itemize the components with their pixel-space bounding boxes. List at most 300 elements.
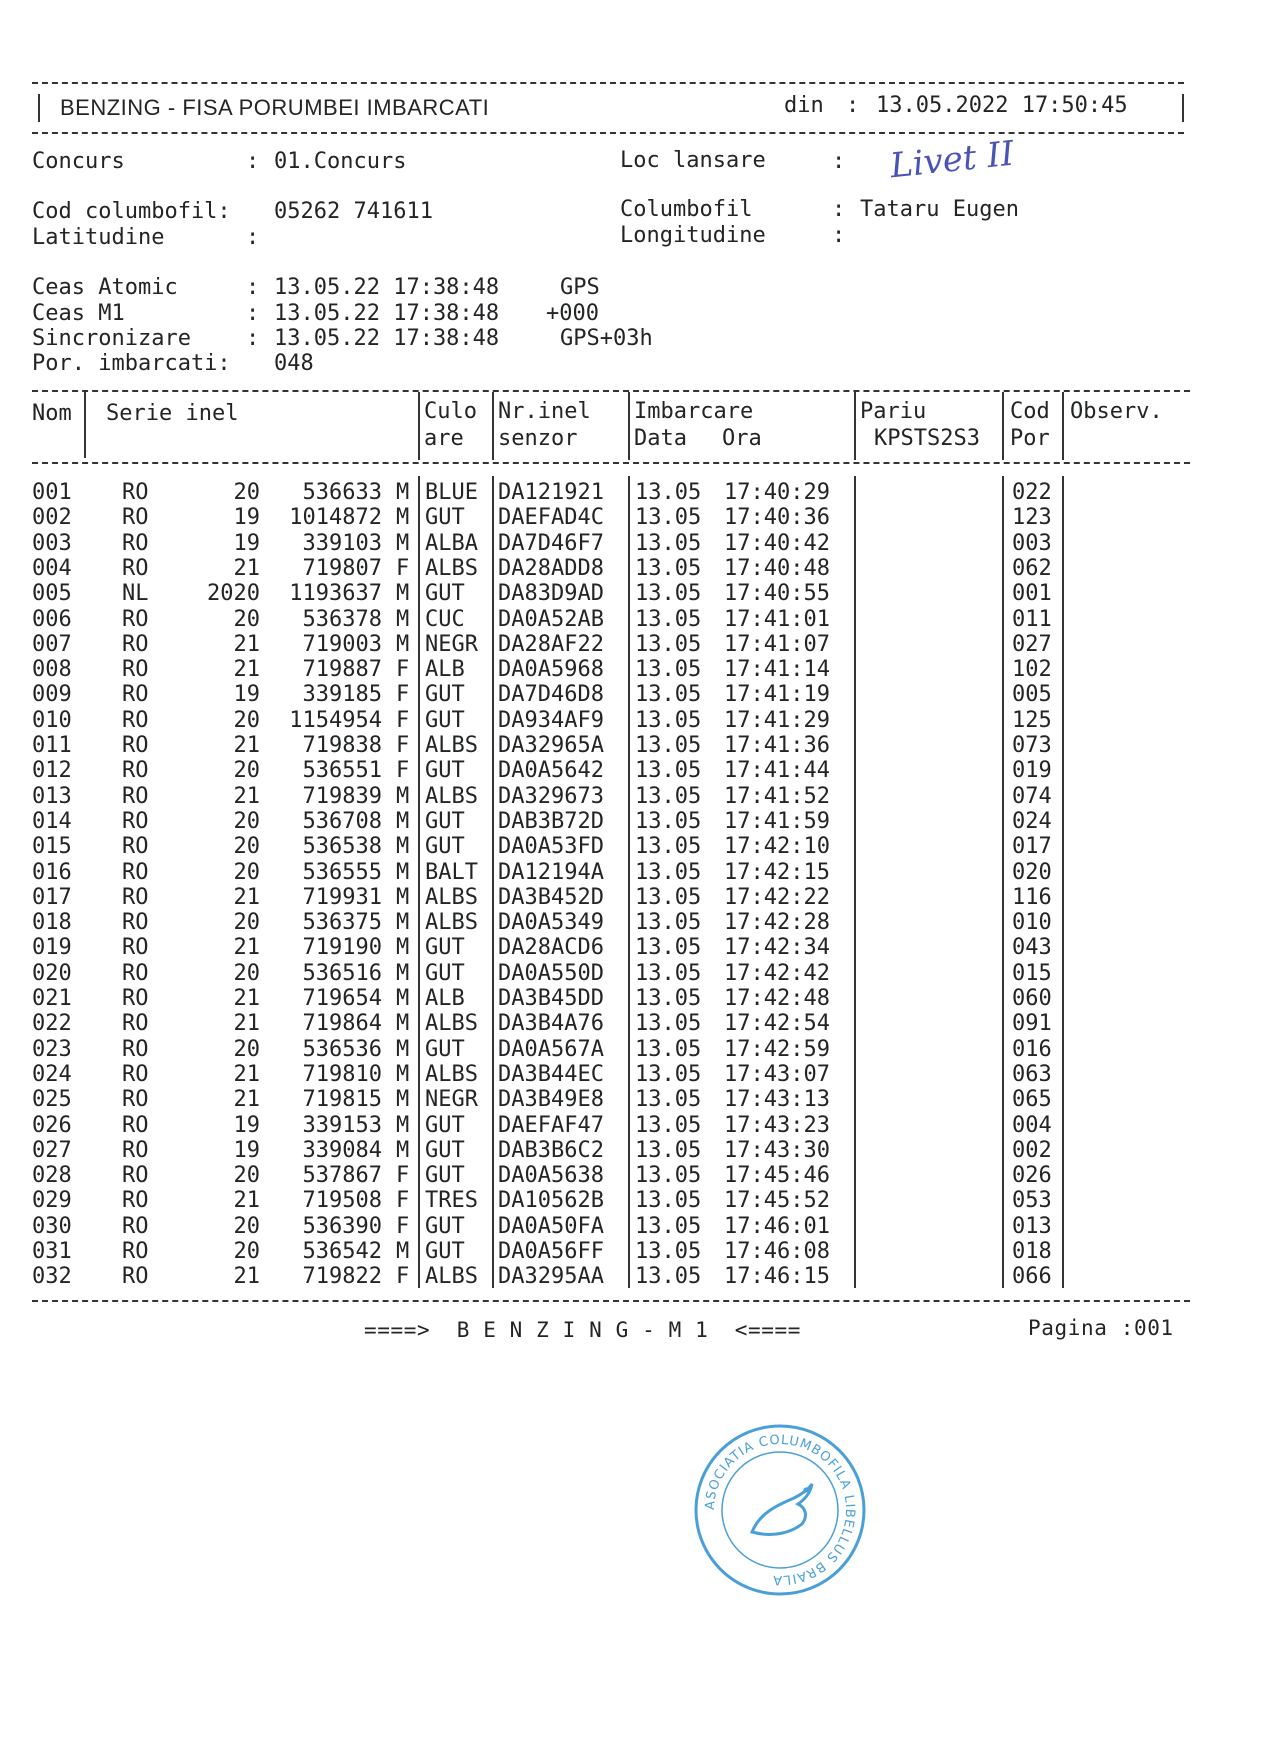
stamp-pigeon-eye	[804, 1488, 809, 1493]
cell-pigeon-code: 019	[1012, 758, 1052, 784]
cell-row-number: 032	[32, 1264, 72, 1290]
cell-country-code: RO	[122, 1264, 149, 1290]
cell-row-number: 005	[32, 581, 72, 607]
cell-boarding-date: 13.05	[635, 935, 702, 961]
header-senzor-line1: Nr.inel	[498, 399, 591, 424]
cell-color: ALBS	[425, 1011, 478, 1037]
concurs-label: Concurs	[32, 149, 125, 174]
cell-row-number: 027	[32, 1137, 72, 1163]
cell-sensor-ring: DA3B4A76	[498, 1011, 604, 1037]
col-sep-senzor-header	[492, 392, 494, 460]
cell-sensor-ring: DA83D9AD	[498, 581, 604, 607]
cell-ring-year: 20	[233, 1239, 260, 1264]
header-cod-line1: Cod	[1010, 399, 1050, 424]
cell-sex: M	[396, 1112, 410, 1138]
cell-pigeon-code: 004	[1012, 1112, 1052, 1138]
cod-columbofil-value: 05262 741611	[274, 199, 433, 224]
cell-row-number: 006	[32, 606, 72, 632]
longitudine-label: Longitudine	[620, 223, 766, 248]
cell-sensor-ring: DA121921	[498, 480, 604, 505]
footer-page-number: Pagina :001	[1028, 1316, 1174, 1340]
cell-ring-year: 20	[233, 960, 260, 986]
cell-ring-year: 20	[233, 606, 260, 632]
cell-boarding-date: 13.05	[635, 530, 702, 556]
cell-ring-number: 536633	[302, 480, 382, 505]
cell-country-code: RO	[122, 555, 149, 581]
cell-sensor-ring: DAEFAF47	[498, 1112, 604, 1138]
col-sep-nom-header	[84, 392, 86, 458]
cell-boarding-time: 17:42:15	[724, 859, 830, 885]
columbofil-colon: :	[832, 197, 846, 222]
cell-ring-number: 339185	[302, 682, 382, 708]
cell-color: ALBS	[425, 783, 478, 809]
cell-country-code: RO	[122, 986, 149, 1011]
cell-ring-year: 21	[233, 1011, 260, 1037]
header-data: Data	[634, 426, 687, 451]
header-culoare-line1: Culo	[424, 399, 477, 424]
cell-row-number: 028	[32, 1163, 72, 1189]
cell-boarding-time: 17:41:59	[724, 808, 830, 834]
cell-color: ALBS	[425, 733, 478, 758]
cell-boarding-time: 17:43:07	[724, 1061, 830, 1087]
footer-brand: ====> B E N Z I N G - M 1 <====	[364, 1318, 802, 1342]
header-kpsts: KPSTS2S3	[874, 426, 980, 451]
cell-country-code: RO	[122, 1087, 149, 1113]
cell-color: GUT	[425, 1112, 465, 1138]
cell-ring-number: 537867	[302, 1163, 382, 1189]
header-cod-line2: Por	[1010, 426, 1050, 451]
cell-sensor-ring: DA12194A	[498, 859, 604, 885]
cell-pigeon-code: 027	[1012, 631, 1052, 657]
cell-row-number: 026	[32, 1112, 72, 1138]
cell-color: GUT	[425, 960, 465, 986]
cell-sex: M	[396, 859, 410, 885]
cell-sensor-ring: DA329673	[498, 783, 604, 809]
cell-sex: F	[396, 657, 410, 683]
cell-boarding-date: 13.05	[635, 1087, 702, 1113]
cell-ring-number: 536516	[302, 960, 382, 986]
cell-pigeon-code: 005	[1012, 682, 1052, 708]
association-stamp	[690, 1420, 870, 1600]
cell-boarding-time: 17:41:29	[724, 707, 830, 733]
cell-sex: M	[396, 884, 410, 910]
cell-color: GUT	[425, 1036, 465, 1062]
cell-row-number: 002	[32, 505, 72, 531]
header-culoare-line2: are	[424, 426, 464, 451]
cell-color: ALB	[425, 657, 465, 683]
cell-ring-year: 21	[233, 986, 260, 1011]
cell-ring-year: 19	[233, 530, 260, 556]
cell-country-code: RO	[122, 480, 149, 505]
latitudine-colon: :	[246, 225, 260, 250]
cell-row-number: 030	[32, 1213, 72, 1239]
cell-country-code: RO	[122, 682, 149, 708]
cell-boarding-time: 17:40:55	[724, 581, 830, 607]
cell-pigeon-code: 116	[1012, 884, 1052, 910]
cell-boarding-date: 13.05	[635, 1112, 702, 1138]
cell-sex: F	[396, 758, 410, 784]
cell-country-code: RO	[122, 1188, 149, 1214]
cell-row-number: 010	[32, 707, 72, 733]
cell-boarding-time: 17:42:22	[724, 884, 830, 910]
cell-ring-number: 719807	[302, 555, 382, 581]
cell-boarding-time: 17:41:52	[724, 783, 830, 809]
header-top-rule	[32, 82, 1184, 84]
cell-boarding-date: 13.05	[635, 505, 702, 531]
col-sep-pariu-body	[854, 476, 856, 1288]
cell-sex: M	[396, 606, 410, 632]
cell-color: GUT	[425, 935, 465, 961]
cell-color: TRES	[425, 1188, 478, 1214]
cell-pigeon-code: 022	[1012, 480, 1052, 505]
cell-country-code: RO	[122, 960, 149, 986]
cell-boarding-date: 13.05	[635, 631, 702, 657]
cell-ring-year: 21	[233, 555, 260, 581]
cell-ring-number: 536375	[302, 910, 382, 936]
cell-row-number: 017	[32, 884, 72, 910]
cell-color: BALT	[425, 859, 478, 885]
ceas-m1-suffix: +000	[546, 301, 599, 326]
cell-boarding-date: 13.05	[635, 960, 702, 986]
cell-ring-year: 20	[233, 1163, 260, 1189]
cell-row-number: 016	[32, 859, 72, 885]
cell-pigeon-code: 018	[1012, 1239, 1052, 1264]
cell-ring-number: 536542	[302, 1239, 382, 1264]
cell-sex: M	[396, 581, 410, 607]
cell-pigeon-code: 016	[1012, 1036, 1052, 1062]
cell-sex: M	[396, 834, 410, 860]
ceas-atomic-label: Ceas Atomic	[32, 275, 178, 300]
loc-lansare-colon: :	[832, 149, 846, 174]
cell-ring-number: 1154954	[289, 707, 382, 733]
cell-ring-year: 20	[233, 707, 260, 733]
cell-sex: F	[396, 707, 410, 733]
cell-sensor-ring: DA0A567A	[498, 1036, 604, 1062]
cell-pigeon-code: 013	[1012, 1213, 1052, 1239]
cell-boarding-time: 17:42:42	[724, 960, 830, 986]
cell-ring-year: 20	[233, 859, 260, 885]
cell-ring-number: 536708	[302, 808, 382, 834]
cell-pigeon-code: 102	[1012, 657, 1052, 683]
header-ora: Ora	[722, 426, 762, 451]
cell-color: BLUE	[425, 480, 478, 505]
cell-pigeon-code: 024	[1012, 808, 1052, 834]
cell-sex: M	[396, 480, 410, 505]
cell-ring-number: 719931	[302, 884, 382, 910]
cell-boarding-time: 17:41:01	[724, 606, 830, 632]
cell-sex: M	[396, 1011, 410, 1037]
cell-row-number: 023	[32, 1036, 72, 1062]
cell-country-code: RO	[122, 1011, 149, 1037]
cell-color: ALBS	[425, 1264, 478, 1290]
col-sep-culoare-header	[418, 392, 420, 460]
cell-color: GUT	[425, 834, 465, 860]
cell-country-code: RO	[122, 707, 149, 733]
cell-color: GUT	[425, 581, 465, 607]
cod-columbofil-label: Cod columbofil:	[32, 199, 231, 224]
cell-sex: M	[396, 910, 410, 936]
cell-boarding-date: 13.05	[635, 1264, 702, 1290]
header-right-bar	[1182, 94, 1184, 122]
cell-boarding-date: 13.05	[635, 1163, 702, 1189]
cell-color: ALBS	[425, 884, 478, 910]
cell-row-number: 031	[32, 1239, 72, 1264]
cell-pigeon-code: 065	[1012, 1087, 1052, 1113]
cell-row-number: 007	[32, 631, 72, 657]
cell-sex: M	[396, 1087, 410, 1113]
cell-boarding-time: 17:41:19	[724, 682, 830, 708]
cell-boarding-time: 17:45:46	[724, 1163, 830, 1189]
cell-ring-year: 19	[233, 1112, 260, 1138]
col-sep-imbarcare-header	[628, 392, 630, 460]
cell-country-code: RO	[122, 1163, 149, 1189]
cell-boarding-time: 17:42:10	[724, 834, 830, 860]
cell-color: GUT	[425, 505, 465, 531]
cell-sex: M	[396, 530, 410, 556]
cell-ring-year: 21	[233, 1188, 260, 1214]
cell-color: GUT	[425, 1137, 465, 1163]
latitudine-label: Latitudine	[32, 225, 165, 250]
cell-boarding-time: 17:40:42	[724, 530, 830, 556]
cell-country-code: RO	[122, 1239, 149, 1264]
cell-sensor-ring: DA0A53FD	[498, 834, 604, 860]
cell-color: ALBA	[425, 530, 478, 556]
cell-country-code: RO	[122, 808, 149, 834]
cell-row-number: 024	[32, 1061, 72, 1087]
cell-color: CUC	[425, 606, 465, 632]
cell-boarding-time: 17:40:29	[724, 480, 830, 505]
cell-ring-year: 19	[233, 682, 260, 708]
cell-boarding-time: 17:41:07	[724, 631, 830, 657]
cell-sex: F	[396, 733, 410, 758]
cell-country-code: RO	[122, 834, 149, 860]
cell-boarding-date: 13.05	[635, 682, 702, 708]
cell-boarding-time: 17:42:59	[724, 1036, 830, 1062]
cell-sensor-ring: DA3B49E8	[498, 1087, 604, 1113]
cell-country-code: RO	[122, 733, 149, 758]
cell-color: GUT	[425, 808, 465, 834]
cell-country-code: NL	[122, 581, 149, 607]
col-sep-senzor-body	[492, 476, 494, 1288]
cell-boarding-date: 13.05	[635, 657, 702, 683]
cell-color: NEGR	[425, 631, 478, 657]
cell-ring-number: 719003	[302, 631, 382, 657]
cell-row-number: 001	[32, 480, 72, 505]
cell-boarding-time: 17:43:23	[724, 1112, 830, 1138]
cell-boarding-time: 17:46:01	[724, 1213, 830, 1239]
cell-pigeon-code: 026	[1012, 1163, 1052, 1189]
document-title: BENZING - FISA PORUMBEI IMBARCATI	[60, 95, 490, 120]
cell-ring-number: 536555	[302, 859, 382, 885]
cell-ring-number: 536390	[302, 1213, 382, 1239]
cell-sex: F	[396, 1163, 410, 1189]
cell-sex: F	[396, 1188, 410, 1214]
cell-color: GUT	[425, 707, 465, 733]
cell-sensor-ring: DA3B45DD	[498, 986, 604, 1011]
cell-row-number: 022	[32, 1011, 72, 1037]
cell-boarding-date: 13.05	[635, 581, 702, 607]
cell-boarding-time: 17:40:48	[724, 555, 830, 581]
cell-boarding-date: 13.05	[635, 1213, 702, 1239]
cell-pigeon-code: 073	[1012, 733, 1052, 758]
cell-country-code: RO	[122, 631, 149, 657]
cell-ring-year: 21	[233, 935, 260, 961]
cell-row-number: 019	[32, 935, 72, 961]
header-nom: Nom	[32, 401, 72, 426]
header-left-bar	[38, 94, 40, 122]
cell-boarding-date: 13.05	[635, 808, 702, 834]
cell-ring-year: 21	[233, 631, 260, 657]
stamp-pigeon-icon	[752, 1484, 812, 1534]
cell-pigeon-code: 123	[1012, 505, 1052, 531]
cell-sex: M	[396, 1137, 410, 1163]
cell-pigeon-code: 011	[1012, 606, 1052, 632]
cell-boarding-date: 13.05	[635, 1036, 702, 1062]
cell-ring-number: 339153	[302, 1112, 382, 1138]
cell-boarding-date: 13.05	[635, 859, 702, 885]
cell-sensor-ring: DA7D46D8	[498, 682, 604, 708]
cell-sensor-ring: DA28ACD6	[498, 935, 604, 961]
concurs-colon: :	[246, 149, 260, 174]
cell-boarding-date: 13.05	[635, 606, 702, 632]
cell-ring-number: 719864	[302, 1011, 382, 1037]
header-senzor-line2: senzor	[498, 426, 578, 451]
cell-row-number: 029	[32, 1188, 72, 1214]
cell-boarding-date: 13.05	[635, 733, 702, 758]
cell-ring-year: 21	[233, 783, 260, 809]
ceas-atomic-suffix: GPS	[560, 275, 600, 300]
cell-color: ALBS	[425, 1061, 478, 1087]
cell-country-code: RO	[122, 935, 149, 961]
cell-row-number: 014	[32, 808, 72, 834]
cell-sensor-ring: DA0A5642	[498, 758, 604, 784]
sincronizare-label: Sincronizare	[32, 326, 191, 351]
cell-ring-number: 339084	[302, 1137, 382, 1163]
cell-country-code: RO	[122, 530, 149, 556]
cell-country-code: RO	[122, 606, 149, 632]
longitudine-colon: :	[832, 223, 846, 248]
cell-sensor-ring: DA0A550D	[498, 960, 604, 986]
cell-row-number: 009	[32, 682, 72, 708]
cell-row-number: 025	[32, 1087, 72, 1113]
cell-pigeon-code: 060	[1012, 986, 1052, 1011]
cell-ring-year: 21	[233, 657, 260, 683]
columbofil-label: Columbofil	[620, 197, 753, 222]
loc-lansare-label: Loc lansare	[620, 148, 766, 173]
cell-sex: M	[396, 505, 410, 531]
cell-country-code: RO	[122, 1112, 149, 1138]
cell-country-code: RO	[122, 758, 149, 784]
cell-ring-year: 20	[233, 834, 260, 860]
cell-sex: M	[396, 935, 410, 961]
cell-row-number: 003	[32, 530, 72, 556]
cell-row-number: 011	[32, 733, 72, 758]
cell-pigeon-code: 074	[1012, 783, 1052, 809]
cell-boarding-time: 17:46:15	[724, 1264, 830, 1290]
cell-ring-year: 20	[233, 758, 260, 784]
cell-boarding-date: 13.05	[635, 758, 702, 784]
cell-pigeon-code: 066	[1012, 1264, 1052, 1290]
cell-color: GUT	[425, 1213, 465, 1239]
cell-ring-year: 20	[233, 1213, 260, 1239]
cell-color: GUT	[425, 758, 465, 784]
cell-pigeon-code: 062	[1012, 555, 1052, 581]
cell-sensor-ring: DA3B452D	[498, 884, 604, 910]
cell-ring-year: 21	[233, 1087, 260, 1113]
cell-sex: M	[396, 808, 410, 834]
cell-sex: M	[396, 631, 410, 657]
cell-boarding-date: 13.05	[635, 1061, 702, 1087]
cell-boarding-date: 13.05	[635, 834, 702, 860]
stamp-inner-ring	[722, 1452, 838, 1568]
cell-ring-number: 719839	[302, 783, 382, 809]
cell-boarding-time: 17:41:14	[724, 657, 830, 683]
cell-sex: F	[396, 682, 410, 708]
cell-sensor-ring: DA32965A	[498, 733, 604, 758]
cell-color: NEGR	[425, 1087, 478, 1113]
cell-ring-number: 719190	[302, 935, 382, 961]
cell-row-number: 013	[32, 783, 72, 809]
cell-boarding-date: 13.05	[635, 555, 702, 581]
sincronizare-value: 13.05.22 17:38:48	[274, 326, 500, 351]
cell-ring-year: 20	[233, 910, 260, 936]
cell-ring-year: 21	[233, 1061, 260, 1087]
col-sep-cod-body	[1002, 476, 1004, 1288]
cell-pigeon-code: 063	[1012, 1061, 1052, 1087]
table-bottom-rule	[32, 1300, 1190, 1302]
cell-pigeon-code: 043	[1012, 935, 1052, 961]
cell-ring-number: 719810	[302, 1061, 382, 1087]
cell-ring-year: 2020	[207, 581, 260, 607]
col-sep-observ-body	[1062, 476, 1064, 1288]
loc-lansare-handwritten-value: Livet II	[888, 133, 1016, 187]
cell-ring-year: 21	[233, 1264, 260, 1290]
cell-boarding-time: 17:46:08	[724, 1239, 830, 1264]
cell-sensor-ring: DA3B44EC	[498, 1061, 604, 1087]
cell-pigeon-code: 003	[1012, 530, 1052, 556]
cell-sex: M	[396, 960, 410, 986]
sincronizare-suffix: GPS+03h	[560, 326, 653, 351]
cell-row-number: 018	[32, 910, 72, 936]
ceas-m1-colon: :	[246, 301, 260, 326]
cell-boarding-time: 17:41:36	[724, 733, 830, 758]
col-sep-imbarcare-body	[628, 476, 630, 1288]
cell-sex: M	[396, 783, 410, 809]
cell-pigeon-code: 053	[1012, 1188, 1052, 1214]
cell-sex: M	[396, 1061, 410, 1087]
cell-boarding-time: 17:43:30	[724, 1137, 830, 1163]
cell-country-code: RO	[122, 1137, 149, 1163]
cell-pigeon-code: 015	[1012, 960, 1052, 986]
cell-row-number: 008	[32, 657, 72, 683]
cell-ring-number: 1193637	[289, 581, 382, 607]
cell-ring-number: 536536	[302, 1036, 382, 1062]
cell-row-number: 015	[32, 834, 72, 860]
cell-sensor-ring: DA934AF9	[498, 707, 604, 733]
cell-color: GUT	[425, 1163, 465, 1189]
cell-color: ALBS	[425, 910, 478, 936]
date-label: din	[784, 93, 824, 118]
concurs-value: 01.Concurs	[274, 149, 407, 174]
por-imbarcati-label: Por. imbarcati:	[32, 351, 231, 376]
date-colon: :	[846, 93, 860, 118]
header-pariu: Pariu	[860, 399, 927, 424]
cell-sensor-ring: DA10562B	[498, 1188, 604, 1214]
cell-ring-number: 1014872	[289, 505, 382, 531]
cell-ring-year: 21	[233, 733, 260, 758]
cell-sensor-ring: DA3295AA	[498, 1264, 604, 1290]
cell-sex: F	[396, 1213, 410, 1239]
